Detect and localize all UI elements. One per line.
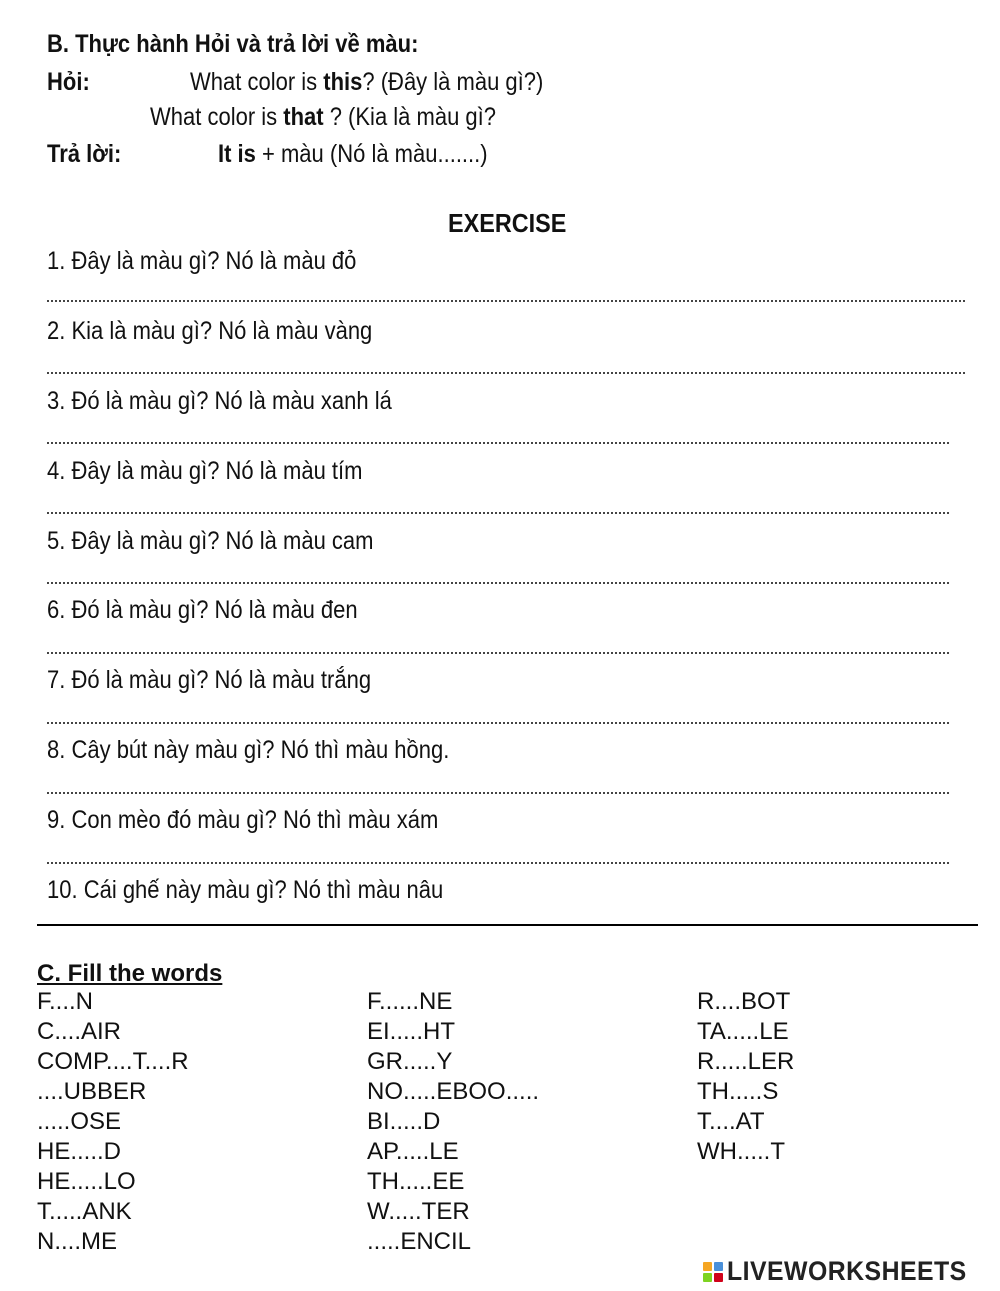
answer-line[interactable] — [47, 512, 949, 514]
logo-text: LIVEWORKSHEETS — [727, 1256, 968, 1286]
word-blank[interactable]: TH.....S — [697, 1078, 779, 1105]
word-column-1 — [37, 987, 189, 1257]
exercise-item: 2. Kia là màu gì? Nó là màu vàng — [47, 317, 373, 345]
exercise-item: 1. Đây là màu gì? Nó là màu đỏ — [47, 247, 357, 275]
word-column-3 — [697, 987, 794, 1167]
word-blank[interactable]: ....UBBER — [37, 1078, 147, 1105]
word-blank[interactable]: R....BOT — [697, 988, 791, 1015]
logo-block — [703, 1262, 712, 1271]
section-c-title: C. Fill the words — [37, 960, 223, 987]
word-blank[interactable]: GR.....Y — [367, 1048, 453, 1075]
answer-line[interactable] — [47, 582, 949, 584]
question-this: What color is this? (Đây là màu gì?) — [190, 68, 544, 96]
word-blank[interactable]: T.....ANK — [37, 1198, 132, 1225]
exercise-item: 3. Đó là màu gì? Nó là màu xanh lá — [47, 387, 392, 415]
answer-pattern: It is + màu (Nó là màu.......) — [218, 140, 488, 168]
exercise-item: 6. Đó là màu gì? Nó là màu đen — [47, 596, 358, 624]
word-blank[interactable]: EI.....HT — [367, 1018, 456, 1045]
exercise-item: 10. Cái ghế này màu gì? Nó thì màu nâu — [47, 876, 444, 904]
word-blank[interactable]: COMP....T....R — [37, 1048, 189, 1075]
word-blank[interactable]: NO.....EBOO..... — [367, 1078, 540, 1105]
word-column-2 — [367, 987, 539, 1257]
answer-line[interactable] — [47, 652, 949, 654]
word-blank[interactable]: R.....LER — [697, 1048, 795, 1075]
answer-line[interactable] — [47, 300, 965, 302]
question-that: What color is that ? (Kia là màu gì? — [150, 103, 497, 131]
exercise-item: 7. Đó là màu gì? Nó là màu trắng — [47, 666, 372, 694]
logo-blocks-icon — [703, 1262, 723, 1282]
word-blank[interactable]: BI.....D — [367, 1108, 441, 1135]
word-blank[interactable]: N....ME — [37, 1228, 118, 1255]
exercise-title: EXERCISE — [448, 208, 567, 238]
word-blank[interactable]: HE.....LO — [37, 1168, 136, 1195]
word-blank[interactable]: .....ENCIL — [367, 1228, 472, 1255]
answer-line[interactable] — [47, 372, 965, 374]
section-divider — [37, 924, 978, 926]
word-blank[interactable]: W.....TER — [367, 1198, 470, 1225]
word-blank[interactable]: T....AT — [697, 1108, 765, 1135]
word-blank[interactable]: TH.....EE — [367, 1168, 465, 1195]
exercise-item: 4. Đây là màu gì? Nó là màu tím — [47, 457, 363, 485]
word-blank[interactable]: WH.....T — [697, 1138, 785, 1165]
answer-line[interactable] — [47, 722, 949, 724]
word-blank[interactable]: .....OSE — [37, 1108, 122, 1135]
section-b-title: B. Thực hành Hỏi và trả lời về màu: — [47, 30, 419, 58]
word-blank[interactable]: AP.....LE — [367, 1138, 459, 1165]
answer-label: Trả lời: — [47, 140, 122, 168]
logo-block — [703, 1273, 712, 1282]
answer-line[interactable] — [47, 792, 949, 794]
exercise-item: 8. Cây bút này màu gì? Nó thì màu hồng. — [47, 736, 450, 764]
word-blank[interactable]: F....N — [37, 988, 94, 1015]
liveworksheets-logo — [703, 1256, 988, 1287]
exercise-item: 5. Đây là màu gì? Nó là màu cam — [47, 527, 374, 555]
answer-line[interactable] — [47, 442, 949, 444]
word-blank[interactable]: TA.....LE — [697, 1018, 789, 1045]
word-blank[interactable]: C....AIR — [37, 1018, 122, 1045]
exercise-item: 9. Con mèo đó màu gì? Nó thì màu xám — [47, 806, 439, 834]
answer-line[interactable] — [47, 862, 949, 864]
word-blank[interactable]: F......NE — [367, 988, 453, 1015]
word-blank[interactable]: HE.....D — [37, 1138, 122, 1165]
ask-label: Hỏi: — [47, 68, 90, 96]
logo-block — [714, 1262, 723, 1271]
logo-block — [714, 1273, 723, 1282]
